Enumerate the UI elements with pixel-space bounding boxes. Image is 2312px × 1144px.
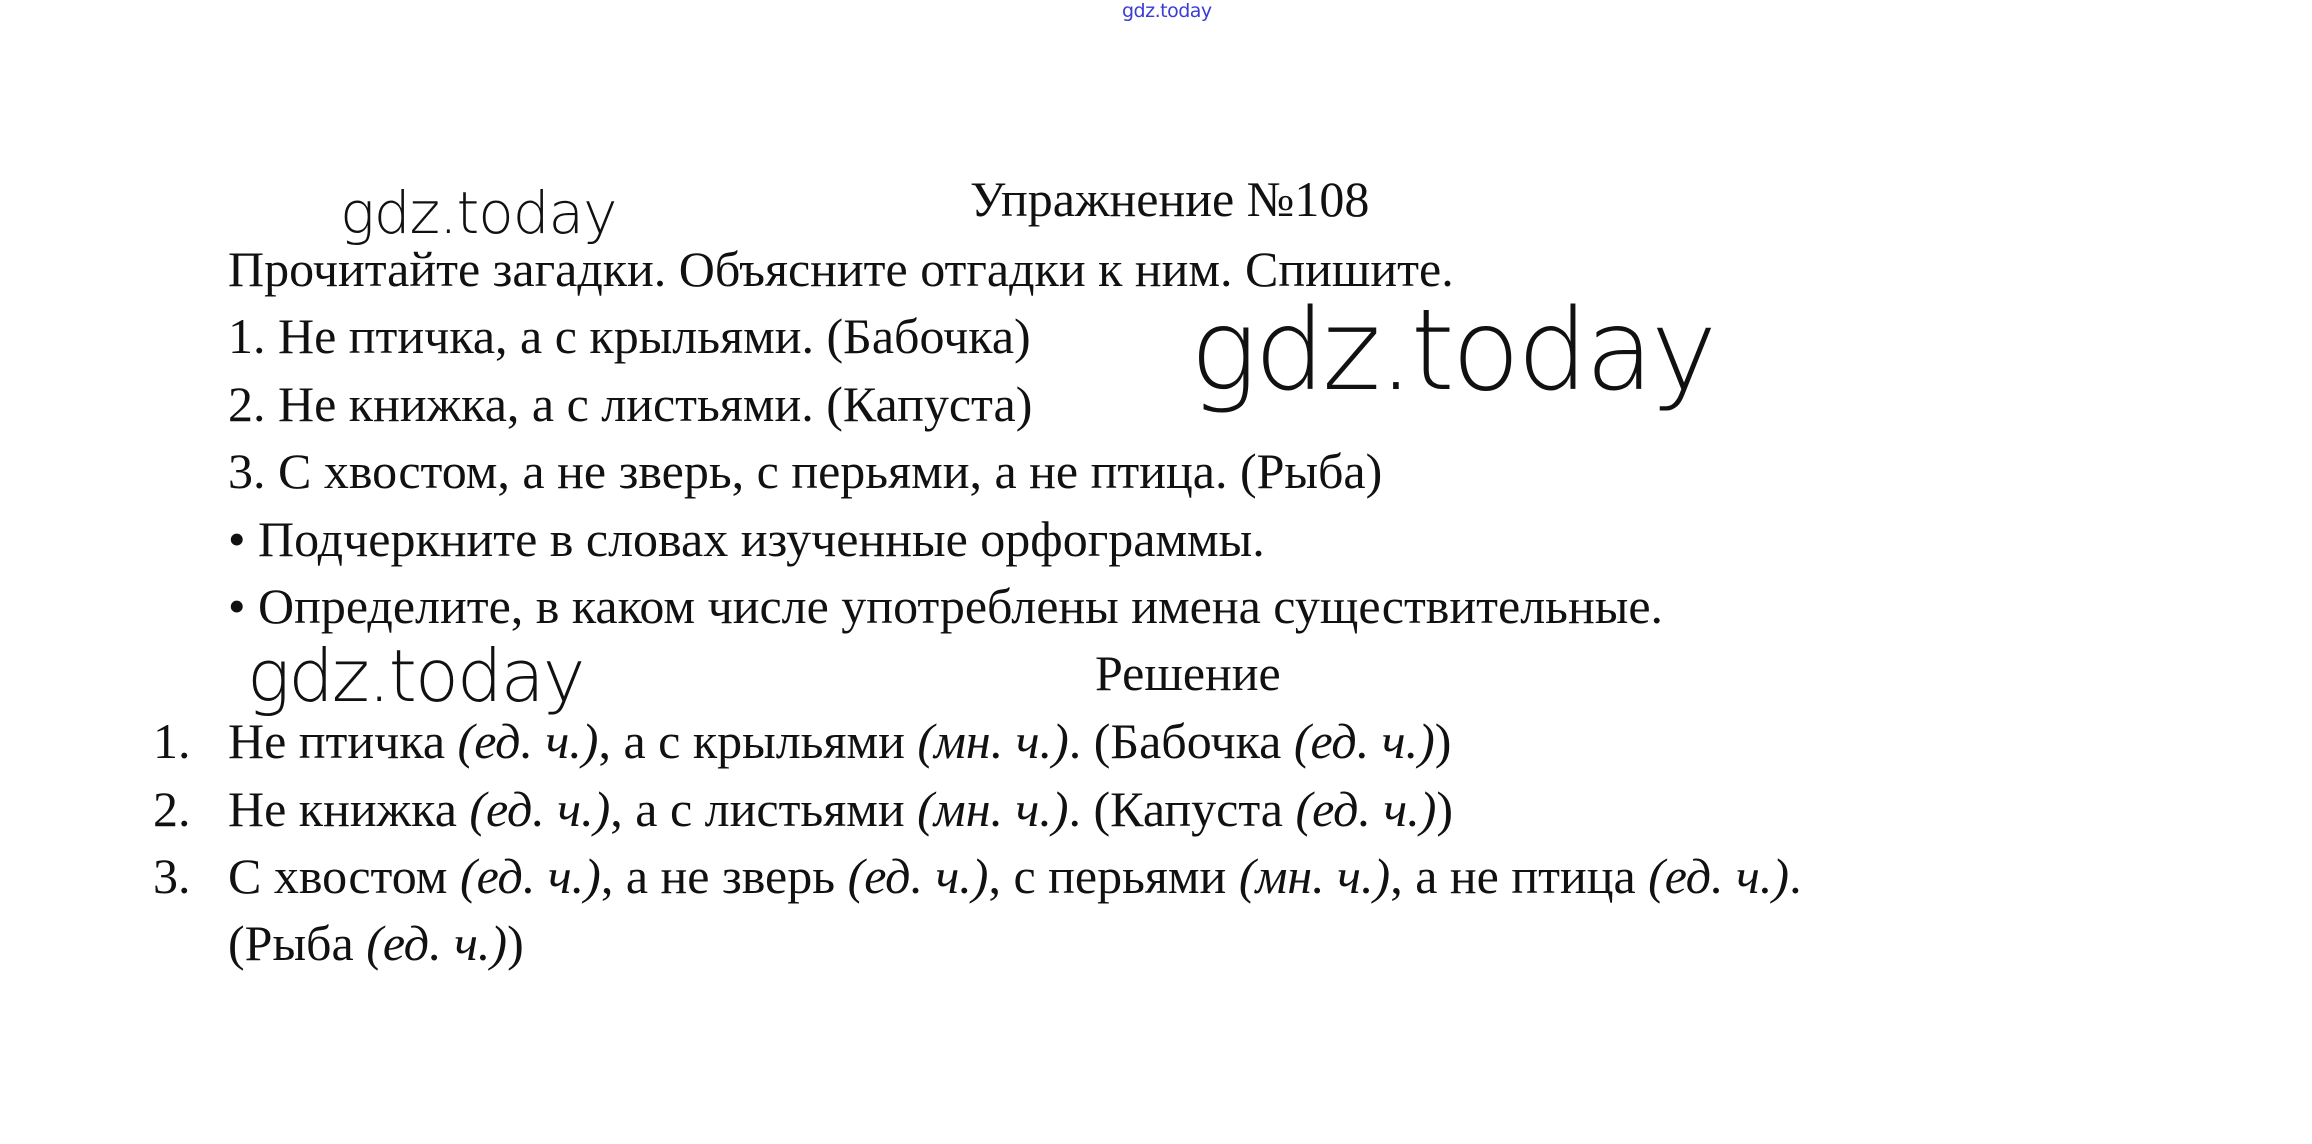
watermark-top: gdz.today [1122,0,1212,22]
solution-text [228,848,1802,904]
text-part: Не птичка [228,713,458,769]
grammar-note: (ед. ч.) [469,781,611,837]
bullet-task-2: • Определите, в каком числе употреблены имена существительные. [228,578,1664,634]
watermark-3: gdz.today [247,634,584,718]
grammar-note: (ед. ч.) [1295,781,1437,837]
text-part: ) [507,915,524,971]
grammar-note: (мн. ч.) [917,781,1069,837]
watermark-1: gdz.today [340,179,617,247]
watermark-2: gdz.today [1190,286,1715,416]
text-part: С хвостом [228,848,460,904]
grammar-note: (мн. ч.) [917,713,1069,769]
text-part: . (Бабочка [1068,713,1294,769]
bullet-task-1: • Подчеркните в словах изученные орфограммы. [228,511,1265,567]
text-part: , а с крыльями [598,713,918,769]
solution-number: 3. [153,848,191,904]
text-part: (Рыба [228,915,367,971]
grammar-note: (ед. ч.) [1648,848,1790,904]
text-part: Не книжка [228,781,470,837]
task-instruction: Прочитайте загадки. Объясните отгадки к ним. Спишите. [228,241,1454,297]
grammar-note: (ед. ч.) [459,848,601,904]
grammar-note: (ед. ч.) [847,848,989,904]
grammar-note: (ед. ч.) [1293,713,1435,769]
text-part: , а с листьями [610,781,918,837]
text-part: ) [1436,781,1454,837]
text-part: ) [1434,713,1452,769]
grammar-note: (ед. ч.) [366,915,508,971]
exercise-title: Упражнение №108 [970,171,1370,227]
solution-number: 1. [153,713,191,769]
grammar-note: (мн. ч.) [1238,848,1391,904]
text-part: . [1789,848,1802,904]
text-part: , а не птица [1390,848,1649,904]
solution-title: Решение [1095,645,1281,701]
solution-text [228,713,1452,769]
riddle-1: 1. Не птичка, а с крыльями. (Бабочка) [228,308,1031,364]
text-part: , а не зверь [600,848,848,904]
solution-text [228,915,524,971]
grammar-note: (ед. ч.) [457,713,599,769]
riddle-3: 3. С хвостом, а не зверь, с перьями, а не птица. (Рыба) [228,443,1383,499]
text-part: . (Капуста [1068,781,1296,837]
solution-text [228,781,1454,837]
riddle-2: 2. Не книжка, а с листьями. (Капуста) [228,376,1033,432]
solution-number: 2. [153,781,191,837]
text-part: , с перьями [988,848,1239,904]
